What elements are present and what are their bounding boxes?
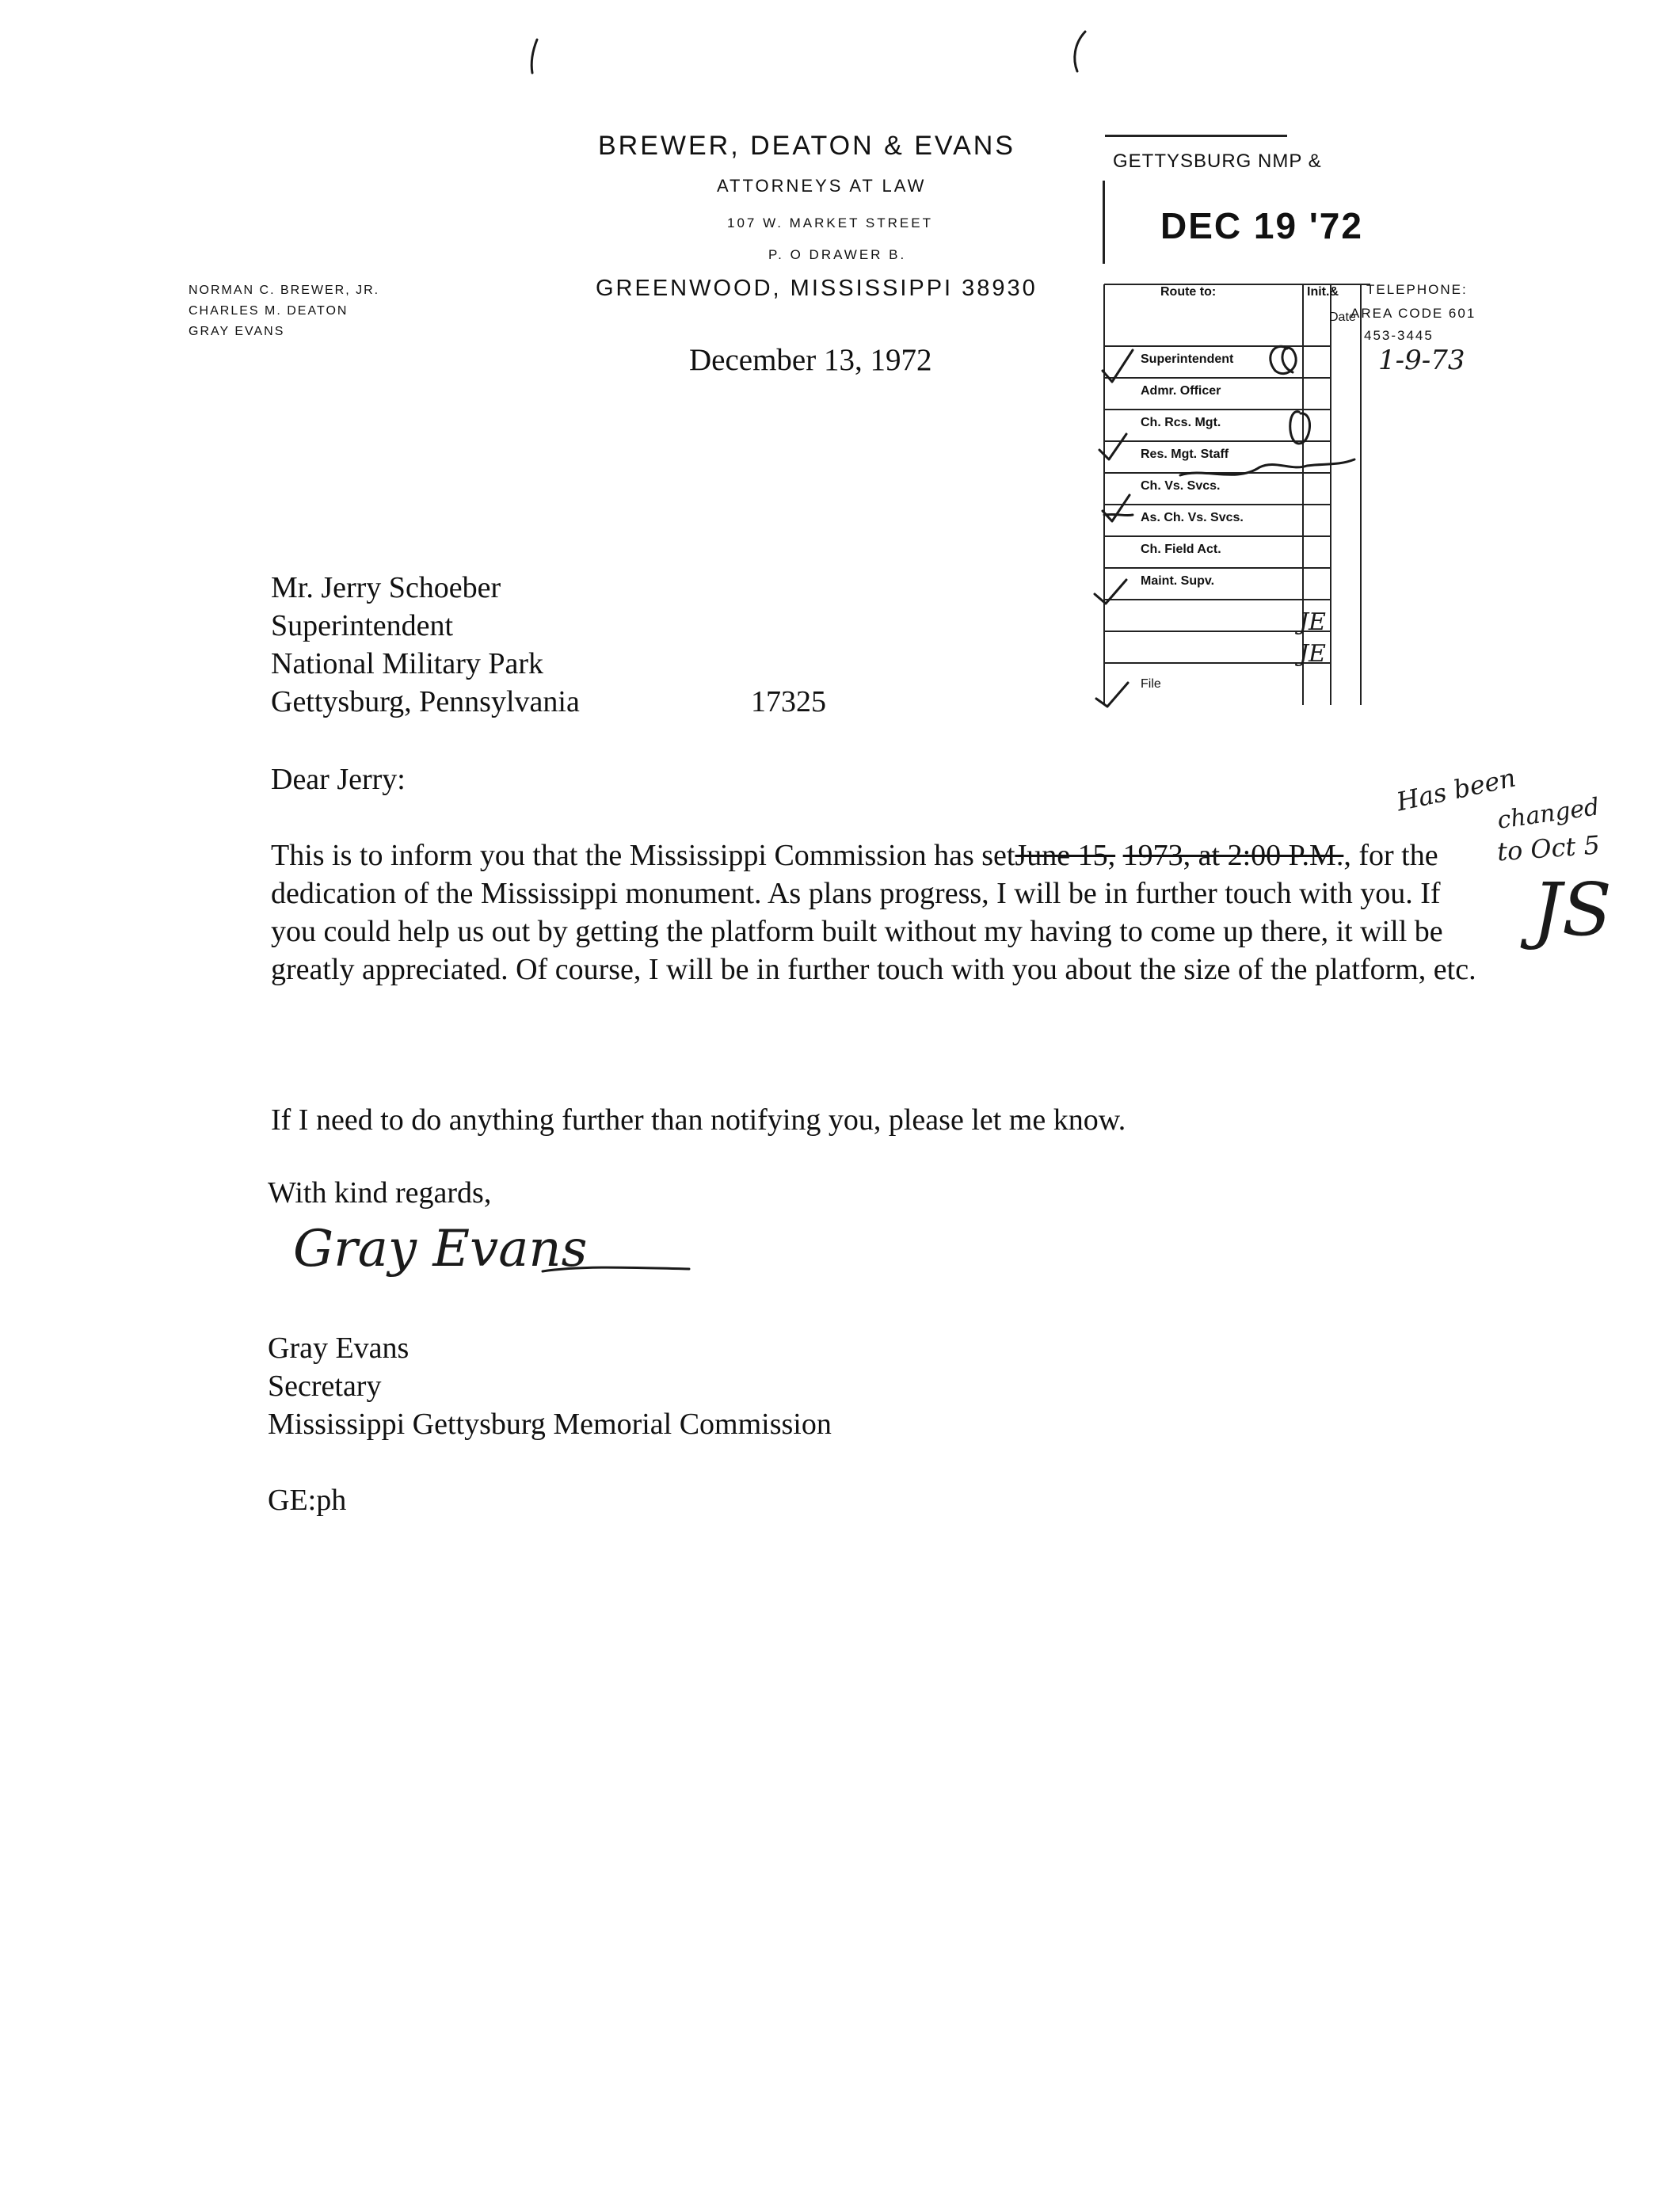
routing-row-label: Ch. Vs. Svcs.: [1141, 479, 1221, 493]
signature: Gray Evans: [293, 1220, 588, 1278]
salutation: Dear Jerry:: [271, 763, 406, 796]
recipient-line: Superintendent: [271, 609, 454, 642]
firm-city: GREENWOOD, MISSISSIPPI 38930: [596, 276, 1038, 301]
letter-date: December 13, 1972: [689, 343, 932, 377]
paragraph-text: This is to inform you that the Mississippi Commission has set: [271, 839, 1015, 872]
margin-note-line: to Oct 5: [1495, 829, 1602, 867]
area-code: AREA CODE 601: [1350, 306, 1476, 321]
stamp-date: DEC 19 '72: [1160, 205, 1363, 246]
partner-name: CHARLES M. DEATON: [189, 304, 349, 318]
routing-row-label: Superintendent: [1141, 352, 1234, 366]
firm-street: 107 W. MARKET STREET: [727, 215, 933, 231]
stamp-received-by: GETTYSBURG NMP &: [1113, 150, 1322, 172]
signer-organization: Mississippi Gettysburg Memorial Commission: [268, 1408, 832, 1441]
routing-row-label: File: [1141, 677, 1161, 691]
routing-header-date: Date: [1329, 311, 1356, 324]
phone-number: 453-3445: [1364, 328, 1434, 343]
struck-text: June 15,: [1015, 839, 1116, 872]
recipient-zip: 17325: [751, 685, 826, 718]
routing-row-label: Admr. Officer: [1141, 384, 1221, 398]
firm-name: BREWER, DEATON & EVANS: [598, 131, 1015, 161]
routing-handwritten-date: 1-9-73: [1378, 345, 1465, 376]
routing-header-init: Init.&: [1307, 285, 1339, 299]
telephone-label: TELEPHONE:: [1366, 282, 1468, 297]
reference-initials: GE:ph: [268, 1484, 347, 1517]
firm-drawer: P. O DRAWER B.: [768, 247, 907, 262]
signer-title: Secretary: [268, 1370, 382, 1403]
routing-check-marks: [1085, 333, 1402, 713]
routing-row-label: Ch. Field Act.: [1141, 543, 1221, 556]
routing-handwritten-initials: JE: [1299, 640, 1326, 668]
recipient-line: National Military Park: [271, 647, 544, 680]
routing-row-label: Maint. Supv.: [1141, 574, 1215, 588]
recipient-city: Gettysburg, Pennsylvania: [271, 685, 580, 718]
firm-subtitle: ATTORNEYS AT LAW: [717, 176, 927, 196]
routing-row-label: As. Ch. Vs. Svcs.: [1141, 511, 1244, 524]
routing-handwritten-initials: JE: [1299, 608, 1326, 636]
paragraph-text: , for the dedication of the Mississippi monument. As plans progress, I will be in further touch with you. If you could help us out by getting the platform built without my having to come up there, it will be greatly appreciated. Of course, I will be in further touch with you about the size of the platform, etc.: [271, 839, 1476, 986]
stamp-top-rule: [1105, 135, 1287, 137]
body-paragraph-1: [271, 836, 1483, 989]
struck-text: 1973, at 2:00 P.M.: [1122, 839, 1344, 872]
routing-row-label: Res. Mgt. Staff: [1141, 448, 1229, 461]
body-paragraph-2: If I need to do anything further than notifying you, please let me know.: [271, 1103, 1126, 1137]
partner-name: GRAY EVANS: [189, 325, 285, 338]
routing-header-route: Route to:: [1160, 285, 1217, 299]
routing-row-label: Ch. Rcs. Mgt.: [1141, 416, 1221, 429]
closing: With kind regards,: [268, 1176, 492, 1210]
margin-note-initials: JS: [1533, 867, 1612, 952]
margin-note-line: changed: [1495, 793, 1602, 835]
margin-note-line: Has been: [1393, 762, 1518, 817]
recipient-line: Mr. Jerry Schoeber: [271, 571, 501, 604]
scan-marks: [523, 24, 1125, 79]
signer-name: Gray Evans: [268, 1332, 410, 1365]
partner-name: NORMAN C. BREWER, JR.: [189, 284, 380, 297]
signature-tail: [539, 1252, 697, 1283]
stamp-side-rule: [1103, 181, 1105, 264]
